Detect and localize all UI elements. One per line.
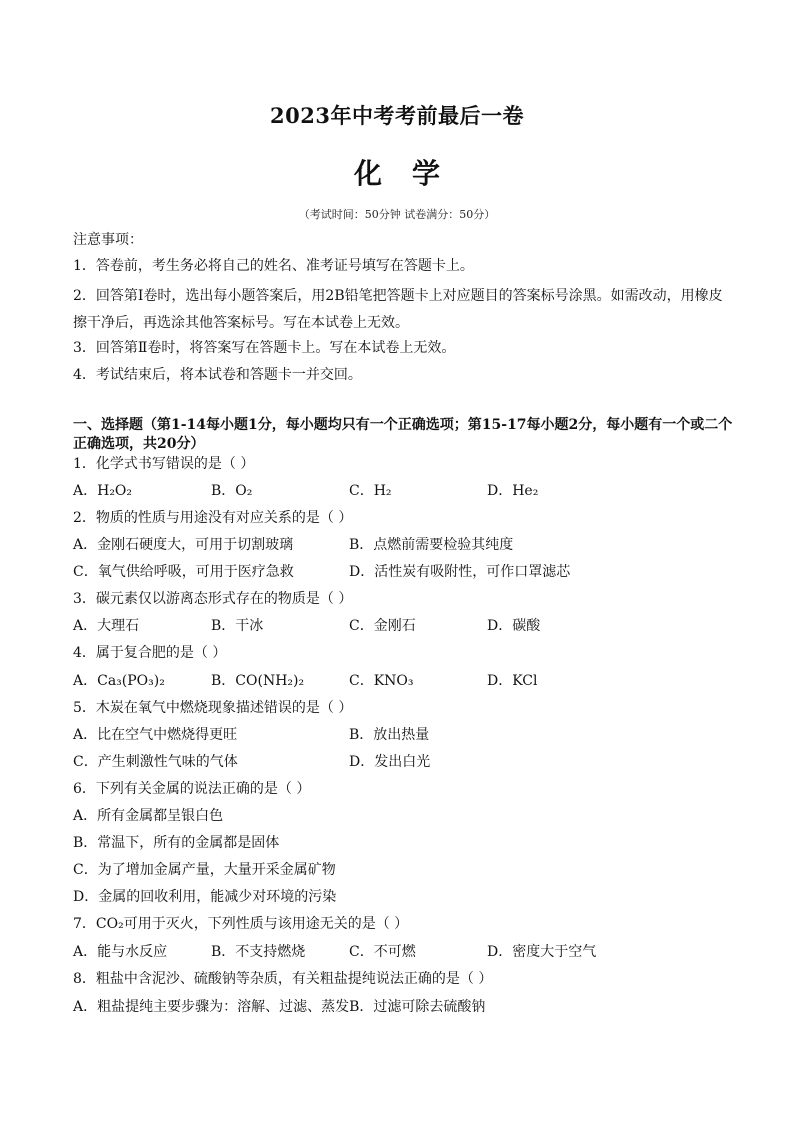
option-b: B．常温下，所有的金属都是固体	[73, 835, 280, 851]
question-stem: 3．碳元素仅以游离态形式存在的物质是（ ）	[73, 591, 353, 607]
question-stem: 7．CO₂可用于灭火，下列性质与该用途无关的是（ ）	[73, 916, 409, 932]
option-b: B．点燃前需要检验其纯度	[349, 537, 514, 553]
option-row	[73, 942, 733, 962]
option-d: D．KCl	[487, 673, 538, 689]
option-a: A．Ca₃(PO₃)₂	[73, 673, 165, 689]
option-d: D．He₂	[487, 483, 539, 499]
note-item: 2．回答第Ⅰ卷时，选出每小题答案后，用2B铅笔把答题卡上对应题目的答案标号涂黑。如需改动，用橡皮擦干净后，再选涂其他答案标号。写在本试卷上无效。	[73, 288, 723, 331]
section-heading: 一、选择题（第1-14每小题1分，每小题均只有一个正确选项；第15-17每小题2分，每小题有一个或二个正确选项，共20分）	[73, 417, 733, 452]
option-a: A．H₂O₂	[73, 483, 133, 499]
option-c: C．金刚石	[349, 618, 416, 634]
question-stem: 5．木炭在氧气中燃烧现象描述错误的是（ ）	[73, 700, 353, 716]
option-b: B．干冰	[211, 618, 264, 634]
question-stem: 1．化学式书写错误的是（ ）	[73, 456, 255, 472]
option-b: B．O₂	[211, 483, 253, 499]
option-row	[73, 725, 733, 745]
note-item: 3．回答第Ⅱ卷时，将答案写在答题卡上。写在本试卷上无效。	[73, 340, 456, 356]
option-row	[73, 535, 733, 555]
question-stem: 6．下列有关金属的说法正确的是（ ）	[73, 781, 311, 797]
option-row: A．粗盐提纯主要步骤为：溶解、过滤、蒸发B．过滤可除去硫酸钠	[73, 999, 486, 1015]
notes-heading: 注意事项：	[73, 232, 143, 248]
note-item: 4．考试结束后，将本试卷和答题卡一并交回。	[73, 367, 362, 383]
option-d: D．活性炭有吸附性，可作口罩滤芯	[349, 564, 571, 580]
option-row	[73, 616, 733, 636]
question-stem: 2．物质的性质与用途没有对应关系的是（ ）	[73, 510, 353, 526]
option-c: C．产生刺激性气味的气体	[73, 754, 238, 770]
option-a: A．能与水反应	[73, 944, 168, 960]
option-a: A．大理石	[73, 618, 140, 634]
exam-info: （考试时间：50分钟 试卷满分：50分）	[298, 208, 496, 221]
option-c: C．KNO₃	[349, 673, 414, 689]
option-d: D．发出白光	[349, 754, 431, 770]
exam-title: 2023年中考考前最后一卷	[270, 103, 524, 128]
option-row	[73, 481, 733, 501]
option-b: B．CO(NH₂)₂	[211, 673, 305, 689]
option-row	[73, 562, 733, 582]
option-b: B．不支持燃烧	[211, 944, 306, 960]
option-a: A．所有金属都呈银白色	[73, 808, 224, 824]
option-b: B．放出热量	[349, 727, 430, 743]
question-stem: 8．粗盐中含泥沙、硫酸钠等杂质，有关粗盐提纯说法正确的是（ ）	[73, 971, 493, 987]
option-d: D．密度大于空气	[487, 944, 597, 960]
note-item: 1．答卷前，考生务必将自己的姓名、准考证号填写在答题卡上。	[73, 258, 474, 274]
option-a: A．比在空气中燃烧得更旺	[73, 727, 238, 743]
option-d: D．碳酸	[487, 618, 541, 634]
subject-title: 化学	[353, 157, 470, 190]
option-row	[73, 671, 733, 691]
option-a: A．金刚石硬度大，可用于切割玻璃	[73, 537, 294, 553]
option-c: C．H₂	[349, 483, 392, 499]
option-d: D．金属的回收利用，能减少对环境的污染	[73, 889, 337, 905]
option-c: C．为了增加金属产量，大量开采金属矿物	[73, 862, 336, 878]
option-c: C．不可燃	[349, 944, 416, 960]
question-stem: 4．属于复合肥的是（ ）	[73, 645, 227, 661]
option-c: C．氧气供给呼吸，可用于医疗急救	[73, 564, 294, 580]
option-row	[73, 752, 733, 772]
